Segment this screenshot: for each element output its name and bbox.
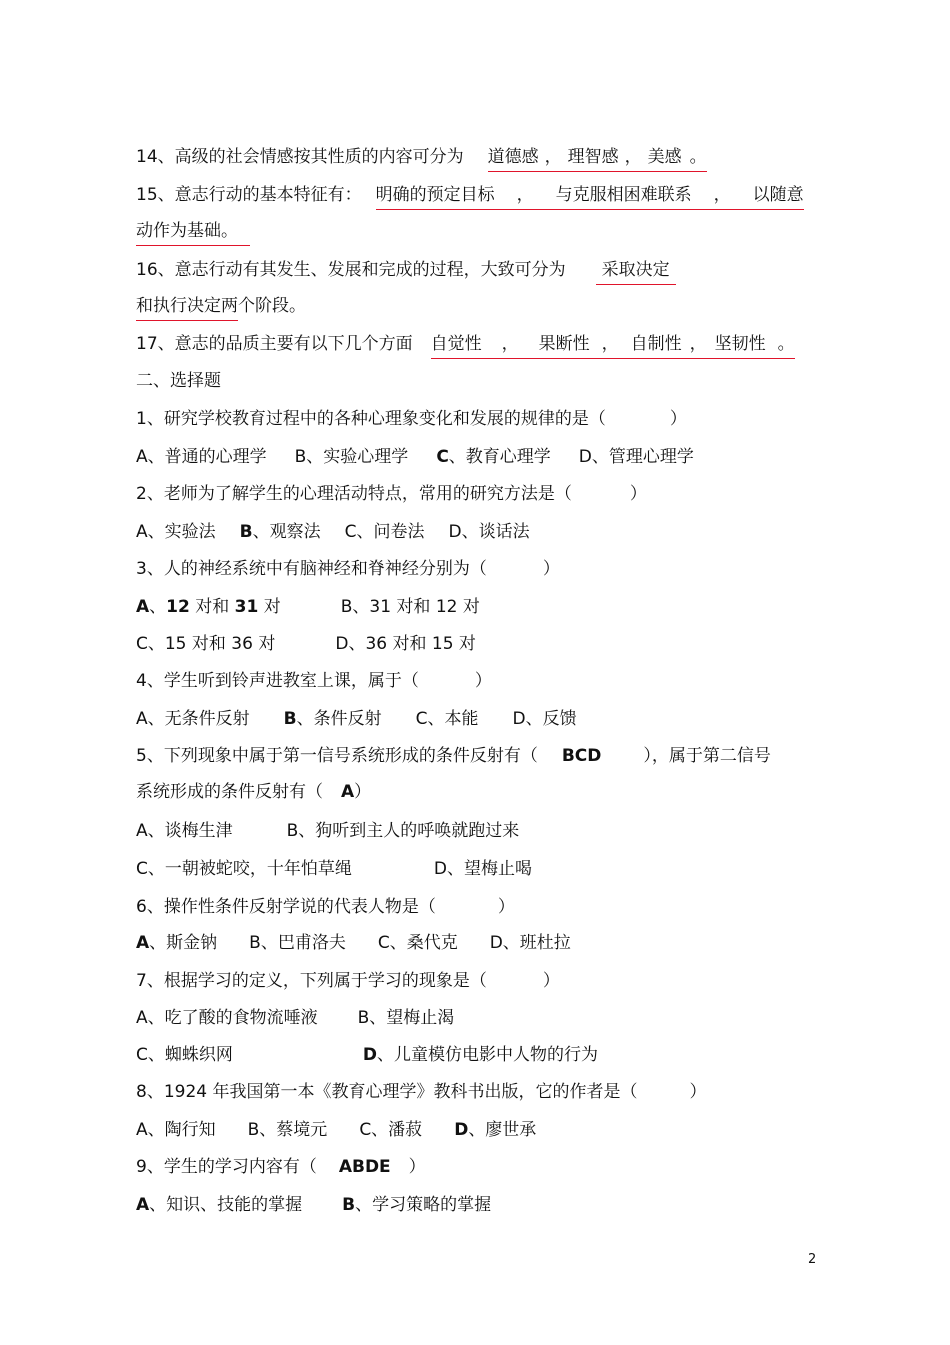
answer-text: ABDE xyxy=(338,1157,391,1177)
mc-question-1 xyxy=(136,407,687,431)
question-stem: 8、1924 年我国第一本《教育心理学》教科书出版，它的作者是（ xyxy=(136,1082,638,1102)
option-c xyxy=(436,445,550,469)
option-letter: A xyxy=(136,933,150,953)
question-17 xyxy=(136,332,795,356)
option-a: A、无条件反射 xyxy=(136,709,250,729)
question-16-line2 xyxy=(136,294,306,318)
option-a: A、实验法 xyxy=(136,522,216,542)
question-stem: 4、学生听到铃声进教室上课，属于（ xyxy=(136,671,419,691)
mc-options-9 xyxy=(136,1193,491,1217)
question-stem: 16、意志行动有其发生、发展和完成的过程，大致可分为 xyxy=(136,260,566,280)
option-c: C、潘菽 xyxy=(359,1120,423,1140)
mc-options-5-row2 xyxy=(136,857,532,881)
bracket-close: ） xyxy=(629,484,647,504)
bracket-close: ） xyxy=(689,1082,707,1102)
answer-text: 坚韧性 xyxy=(714,334,766,354)
option-b xyxy=(284,707,382,731)
option-b xyxy=(240,520,321,544)
option-a: A、吃了酸的食物流唾液 xyxy=(136,1008,318,1028)
answer-text: 理智感 xyxy=(567,147,619,167)
option-c: C、本能 xyxy=(415,709,479,729)
answer-text: BCD xyxy=(561,746,602,766)
mc-question-4 xyxy=(136,669,492,693)
option-b: B、狗听到主人的呼唤就跑过来 xyxy=(286,821,520,841)
option-text: 、斯金钠 xyxy=(149,933,218,953)
mc-options-4 xyxy=(136,707,577,731)
mc-options-3-row1 xyxy=(136,595,480,619)
option-text: 对和 xyxy=(195,597,230,617)
bracket-close: ） xyxy=(408,1157,426,1177)
option-a: A、普通的心理学 xyxy=(136,447,267,467)
mc-question-2 xyxy=(136,482,647,506)
mc-question-5-line1 xyxy=(136,744,771,768)
bracket-close: ） xyxy=(474,671,492,691)
option-text: 、条件反射 xyxy=(296,709,382,729)
option-d: D、反馈 xyxy=(512,709,577,729)
option-letter: B xyxy=(342,1195,356,1215)
question-stem: ），属于第二信号 xyxy=(643,746,771,766)
option-d: D、36 对和 15 对 xyxy=(335,634,476,654)
option-b xyxy=(342,1193,491,1217)
mc-question-5-line2 xyxy=(136,780,371,804)
option-d: D、管理心理学 xyxy=(578,447,694,467)
option-c: C、桑代克 xyxy=(377,933,458,953)
mc-question-8 xyxy=(136,1080,706,1104)
option-a xyxy=(136,931,217,955)
section-title: 二、选择题 xyxy=(136,371,221,391)
answer-text: 明确的预定目标 xyxy=(375,185,495,205)
period: 。 xyxy=(777,334,795,354)
mc-options-7-row2 xyxy=(136,1043,598,1067)
question-16-line1 xyxy=(136,258,676,282)
option-letter: D xyxy=(454,1120,469,1140)
option-c: C、蜘蛛织网 xyxy=(136,1045,233,1065)
answer-text: 以随意 xyxy=(752,185,804,205)
option-text: 、知识、技能的掌握 xyxy=(149,1195,303,1215)
mc-options-5-row1 xyxy=(136,819,519,843)
separator: ， xyxy=(713,185,731,205)
answer-text: 与克服相困难联系 xyxy=(555,185,692,205)
question-stem: 2、老师为了解学生的心理活动特点，常用的研究方法是（ xyxy=(136,484,572,504)
answer-blank: 采取决定 xyxy=(596,258,676,282)
option-sep: 、 xyxy=(149,597,167,617)
option-text: 、教育心理学 xyxy=(448,447,551,467)
bracket-close: ） xyxy=(542,971,560,991)
question-stem: 7、根据学习的定义，下列属于学习的现象是（ xyxy=(136,971,487,991)
option-text: 、学习策略的掌握 xyxy=(355,1195,492,1215)
separator: ， xyxy=(624,147,642,167)
option-text: 、儿童模仿电影中人物的行为 xyxy=(377,1045,598,1065)
answer-text: 美感 xyxy=(647,147,682,167)
question-stem: 6、操作性条件反射学说的代表人物是（ xyxy=(136,897,436,917)
mc-question-3 xyxy=(136,557,560,581)
option-letter: D xyxy=(362,1045,377,1065)
option-b: B、31 对和 12 对 xyxy=(340,597,480,617)
question-stem: 系统形成的条件反射有（ xyxy=(136,782,323,802)
option-c: C、一朝被蛇咬，十年怕草绳 xyxy=(136,859,352,879)
question-stem: 1、研究学校教育过程中的各种心理象变化和发展的规律的是（ xyxy=(136,409,606,429)
option-letter: A xyxy=(136,597,150,617)
answer-blank: 和执行决定两 xyxy=(136,296,238,316)
separator: ， xyxy=(544,147,562,167)
question-stem: 17、意志的品质主要有以下几个方面 xyxy=(136,334,413,354)
option-letter: A xyxy=(136,1195,150,1215)
mc-options-6 xyxy=(136,931,571,955)
option-d: D、望梅止喝 xyxy=(433,859,532,879)
mc-question-9 xyxy=(136,1155,426,1179)
separator: ， xyxy=(516,185,534,205)
option-a xyxy=(136,1193,302,1217)
mc-options-1 xyxy=(136,445,694,469)
question-stem: 14、高级的社会情感按其性质的内容可分为 xyxy=(136,147,464,167)
separator: ， xyxy=(689,334,707,354)
question-stem: 3、人的神经系统中有脑神经和脊神经分别为（ xyxy=(136,559,487,579)
question-stem: 9、学生的学习内容有（ xyxy=(136,1157,317,1177)
option-b: B、实验心理学 xyxy=(294,447,409,467)
answer-text: 自制性 xyxy=(630,334,682,354)
question-stem: 15、意志行动的基本特征有： xyxy=(136,185,362,205)
answer-blank xyxy=(488,145,707,169)
option-letter: B xyxy=(239,522,253,542)
bracket-close: ） xyxy=(669,409,687,429)
option-letter: C xyxy=(436,447,449,467)
answer-text: 自觉性 xyxy=(430,334,482,354)
answer-text: 道德感 xyxy=(487,147,539,167)
option-b: B、巴甫洛夫 xyxy=(249,933,346,953)
option-c: C、问卷法 xyxy=(344,522,425,542)
answer-blank xyxy=(431,332,795,356)
question-15-line1 xyxy=(136,183,804,207)
mc-question-6 xyxy=(136,895,515,919)
mc-options-3-row2 xyxy=(136,632,476,656)
separator: ， xyxy=(601,334,619,354)
mc-options-8 xyxy=(136,1118,536,1142)
option-text: 、观察法 xyxy=(252,522,321,542)
bracket-close: ） xyxy=(354,782,372,802)
answer-text: A xyxy=(341,782,355,802)
page-number: 2 xyxy=(808,1252,817,1267)
answer-blank xyxy=(376,183,804,207)
question-stem: 5、下列现象中属于第一信号系统形成的条件反射有（ xyxy=(136,746,538,766)
bracket-close: ） xyxy=(542,559,560,579)
mc-options-7-row1 xyxy=(136,1006,454,1030)
option-number: 31 xyxy=(234,597,259,617)
bracket-close: ） xyxy=(497,897,515,917)
separator: ， xyxy=(501,334,519,354)
option-number: 12 xyxy=(166,597,190,617)
option-b: B、蔡境元 xyxy=(247,1120,328,1140)
question-stem-suffix: 个阶段。 xyxy=(238,296,306,316)
answer-blank: 动作为基础。 xyxy=(136,219,250,243)
question-14 xyxy=(136,145,707,169)
option-text: 、廖世承 xyxy=(468,1120,537,1140)
period: 。 xyxy=(689,147,707,167)
option-text: 对 xyxy=(263,597,281,617)
option-letter: B xyxy=(283,709,297,729)
option-d: D、班杜拉 xyxy=(489,933,571,953)
mc-options-2 xyxy=(136,520,530,544)
option-a xyxy=(136,595,281,619)
option-a: A、陶行知 xyxy=(136,1120,216,1140)
answer-text: 果断性 xyxy=(538,334,590,354)
option-d xyxy=(363,1043,598,1067)
option-a: A、谈梅生津 xyxy=(136,821,233,841)
mc-question-7 xyxy=(136,969,560,993)
option-d: D、谈话法 xyxy=(448,522,530,542)
option-b: B、望梅止渴 xyxy=(357,1008,455,1028)
option-c: C、15 对和 36 对 xyxy=(136,634,276,654)
option-d xyxy=(454,1118,536,1142)
question-15-line2 xyxy=(136,219,250,243)
